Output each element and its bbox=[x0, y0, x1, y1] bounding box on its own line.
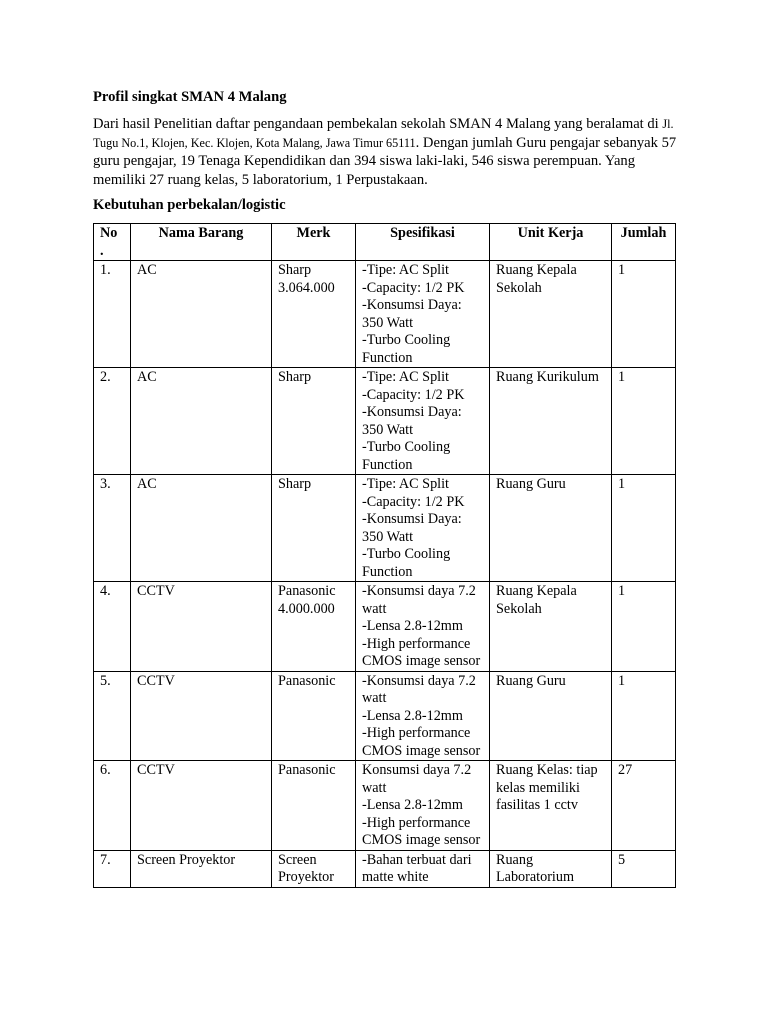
cell-nama-barang: Screen Proyektor bbox=[131, 850, 272, 887]
cell-no: 6. bbox=[94, 761, 131, 851]
cell-no: 2. bbox=[94, 368, 131, 475]
cell-no: 3. bbox=[94, 475, 131, 582]
cell-spesifikasi: Konsumsi daya 7.2 watt -Lensa 2.8-12mm -High performance CMOS image sensor bbox=[356, 761, 490, 851]
section-subtitle: Kebutuhan perbekalan/logistic bbox=[93, 197, 286, 213]
table-row bbox=[94, 671, 676, 761]
cell-unit-kerja: Ruang Guru bbox=[490, 671, 612, 761]
cell-no: 7. bbox=[94, 850, 131, 887]
intro-text-part2: . Dengan jumlah Guru pengajar sebanyak 57 guru pengajar, 19 Tenaga Kependidikan dan 394 siswa laki-laki, 546 siswa perempuan. Yang memiliki 27 ruang kelas, 5 laboratorium, 1 Perpustakaan. bbox=[93, 134, 677, 188]
cell-nama-barang: CCTV bbox=[131, 761, 272, 851]
cell-jumlah: 1 bbox=[612, 475, 676, 582]
cell-spesifikasi: -Bahan terbuat dari matte white bbox=[356, 850, 490, 887]
cell-nama-barang: AC bbox=[131, 261, 272, 368]
table-row bbox=[94, 850, 676, 887]
cell-unit-kerja: Ruang Kelas: tiap kelas memiliki fasilitas 1 cctv bbox=[490, 761, 612, 851]
intro-address: Jl. Tugu No.1, Klojen, Kec. Klojen, Kota Malang, Jawa Timur 65111 bbox=[93, 117, 674, 150]
table-row bbox=[94, 368, 676, 475]
cell-merk: Panasonic bbox=[272, 761, 356, 851]
cell-merk: Screen Proyektor bbox=[272, 850, 356, 887]
table-row bbox=[94, 582, 676, 672]
intro-text-part1: Dari hasil Penelitian daftar pengandaan pembekalan sekolah SMAN 4 Malang yang beralamat di bbox=[93, 116, 663, 132]
cell-nama-barang: AC bbox=[131, 475, 272, 582]
cell-jumlah: 1 bbox=[612, 261, 676, 368]
table-row bbox=[94, 261, 676, 368]
table-row bbox=[94, 475, 676, 582]
logistics-table bbox=[93, 223, 676, 888]
cell-spesifikasi: -Tipe: AC Split -Capacity: 1/2 PK -Konsumsi Daya: 350 Watt -Turbo Cooling Function bbox=[356, 475, 490, 582]
intro-paragraph bbox=[93, 115, 678, 189]
cell-spesifikasi: -Konsumsi daya 7.2 watt -Lensa 2.8-12mm -High performance CMOS image sensor bbox=[356, 671, 490, 761]
cell-nama-barang: CCTV bbox=[131, 582, 272, 672]
cell-merk: Sharp bbox=[272, 475, 356, 582]
cell-unit-kerja: Ruang Kepala Sekolah bbox=[490, 261, 612, 368]
cell-merk: Sharp 3.064.000 bbox=[272, 261, 356, 368]
cell-no: 4. bbox=[94, 582, 131, 672]
cell-unit-kerja: Ruang Kurikulum bbox=[490, 368, 612, 475]
cell-jumlah: 1 bbox=[612, 671, 676, 761]
table-row bbox=[94, 761, 676, 851]
header-unit-kerja: Unit Kerja bbox=[490, 224, 612, 261]
document-title: Profil singkat SMAN 4 Malang bbox=[93, 89, 287, 105]
header-nama-barang: Nama Barang bbox=[131, 224, 272, 261]
cell-no: 5. bbox=[94, 671, 131, 761]
header-no: No . bbox=[94, 224, 131, 261]
cell-jumlah: 27 bbox=[612, 761, 676, 851]
cell-spesifikasi: -Tipe: AC Split -Capacity: 1/2 PK -Konsumsi Daya: 350 Watt -Turbo Cooling Function bbox=[356, 261, 490, 368]
table-header-row bbox=[94, 224, 676, 261]
cell-merk: Panasonic bbox=[272, 671, 356, 761]
cell-unit-kerja: Ruang Laboratorium bbox=[490, 850, 612, 887]
cell-nama-barang: CCTV bbox=[131, 671, 272, 761]
header-merk: Merk bbox=[272, 224, 356, 261]
table-body bbox=[94, 261, 676, 888]
header-jumlah: Jumlah bbox=[612, 224, 676, 261]
cell-merk: Panasonic 4.000.000 bbox=[272, 582, 356, 672]
header-spesifikasi: Spesifikasi bbox=[356, 224, 490, 261]
cell-spesifikasi: -Tipe: AC Split -Capacity: 1/2 PK -Konsumsi Daya: 350 Watt -Turbo Cooling Function bbox=[356, 368, 490, 475]
cell-merk: Sharp bbox=[272, 368, 356, 475]
cell-no: 1. bbox=[94, 261, 131, 368]
cell-jumlah: 1 bbox=[612, 582, 676, 672]
cell-jumlah: 1 bbox=[612, 368, 676, 475]
cell-jumlah: 5 bbox=[612, 850, 676, 887]
cell-unit-kerja: Ruang Guru bbox=[490, 475, 612, 582]
cell-spesifikasi: -Konsumsi daya 7.2 watt -Lensa 2.8-12mm -High performance CMOS image sensor bbox=[356, 582, 490, 672]
cell-nama-barang: AC bbox=[131, 368, 272, 475]
cell-unit-kerja: Ruang Kepala Sekolah bbox=[490, 582, 612, 672]
